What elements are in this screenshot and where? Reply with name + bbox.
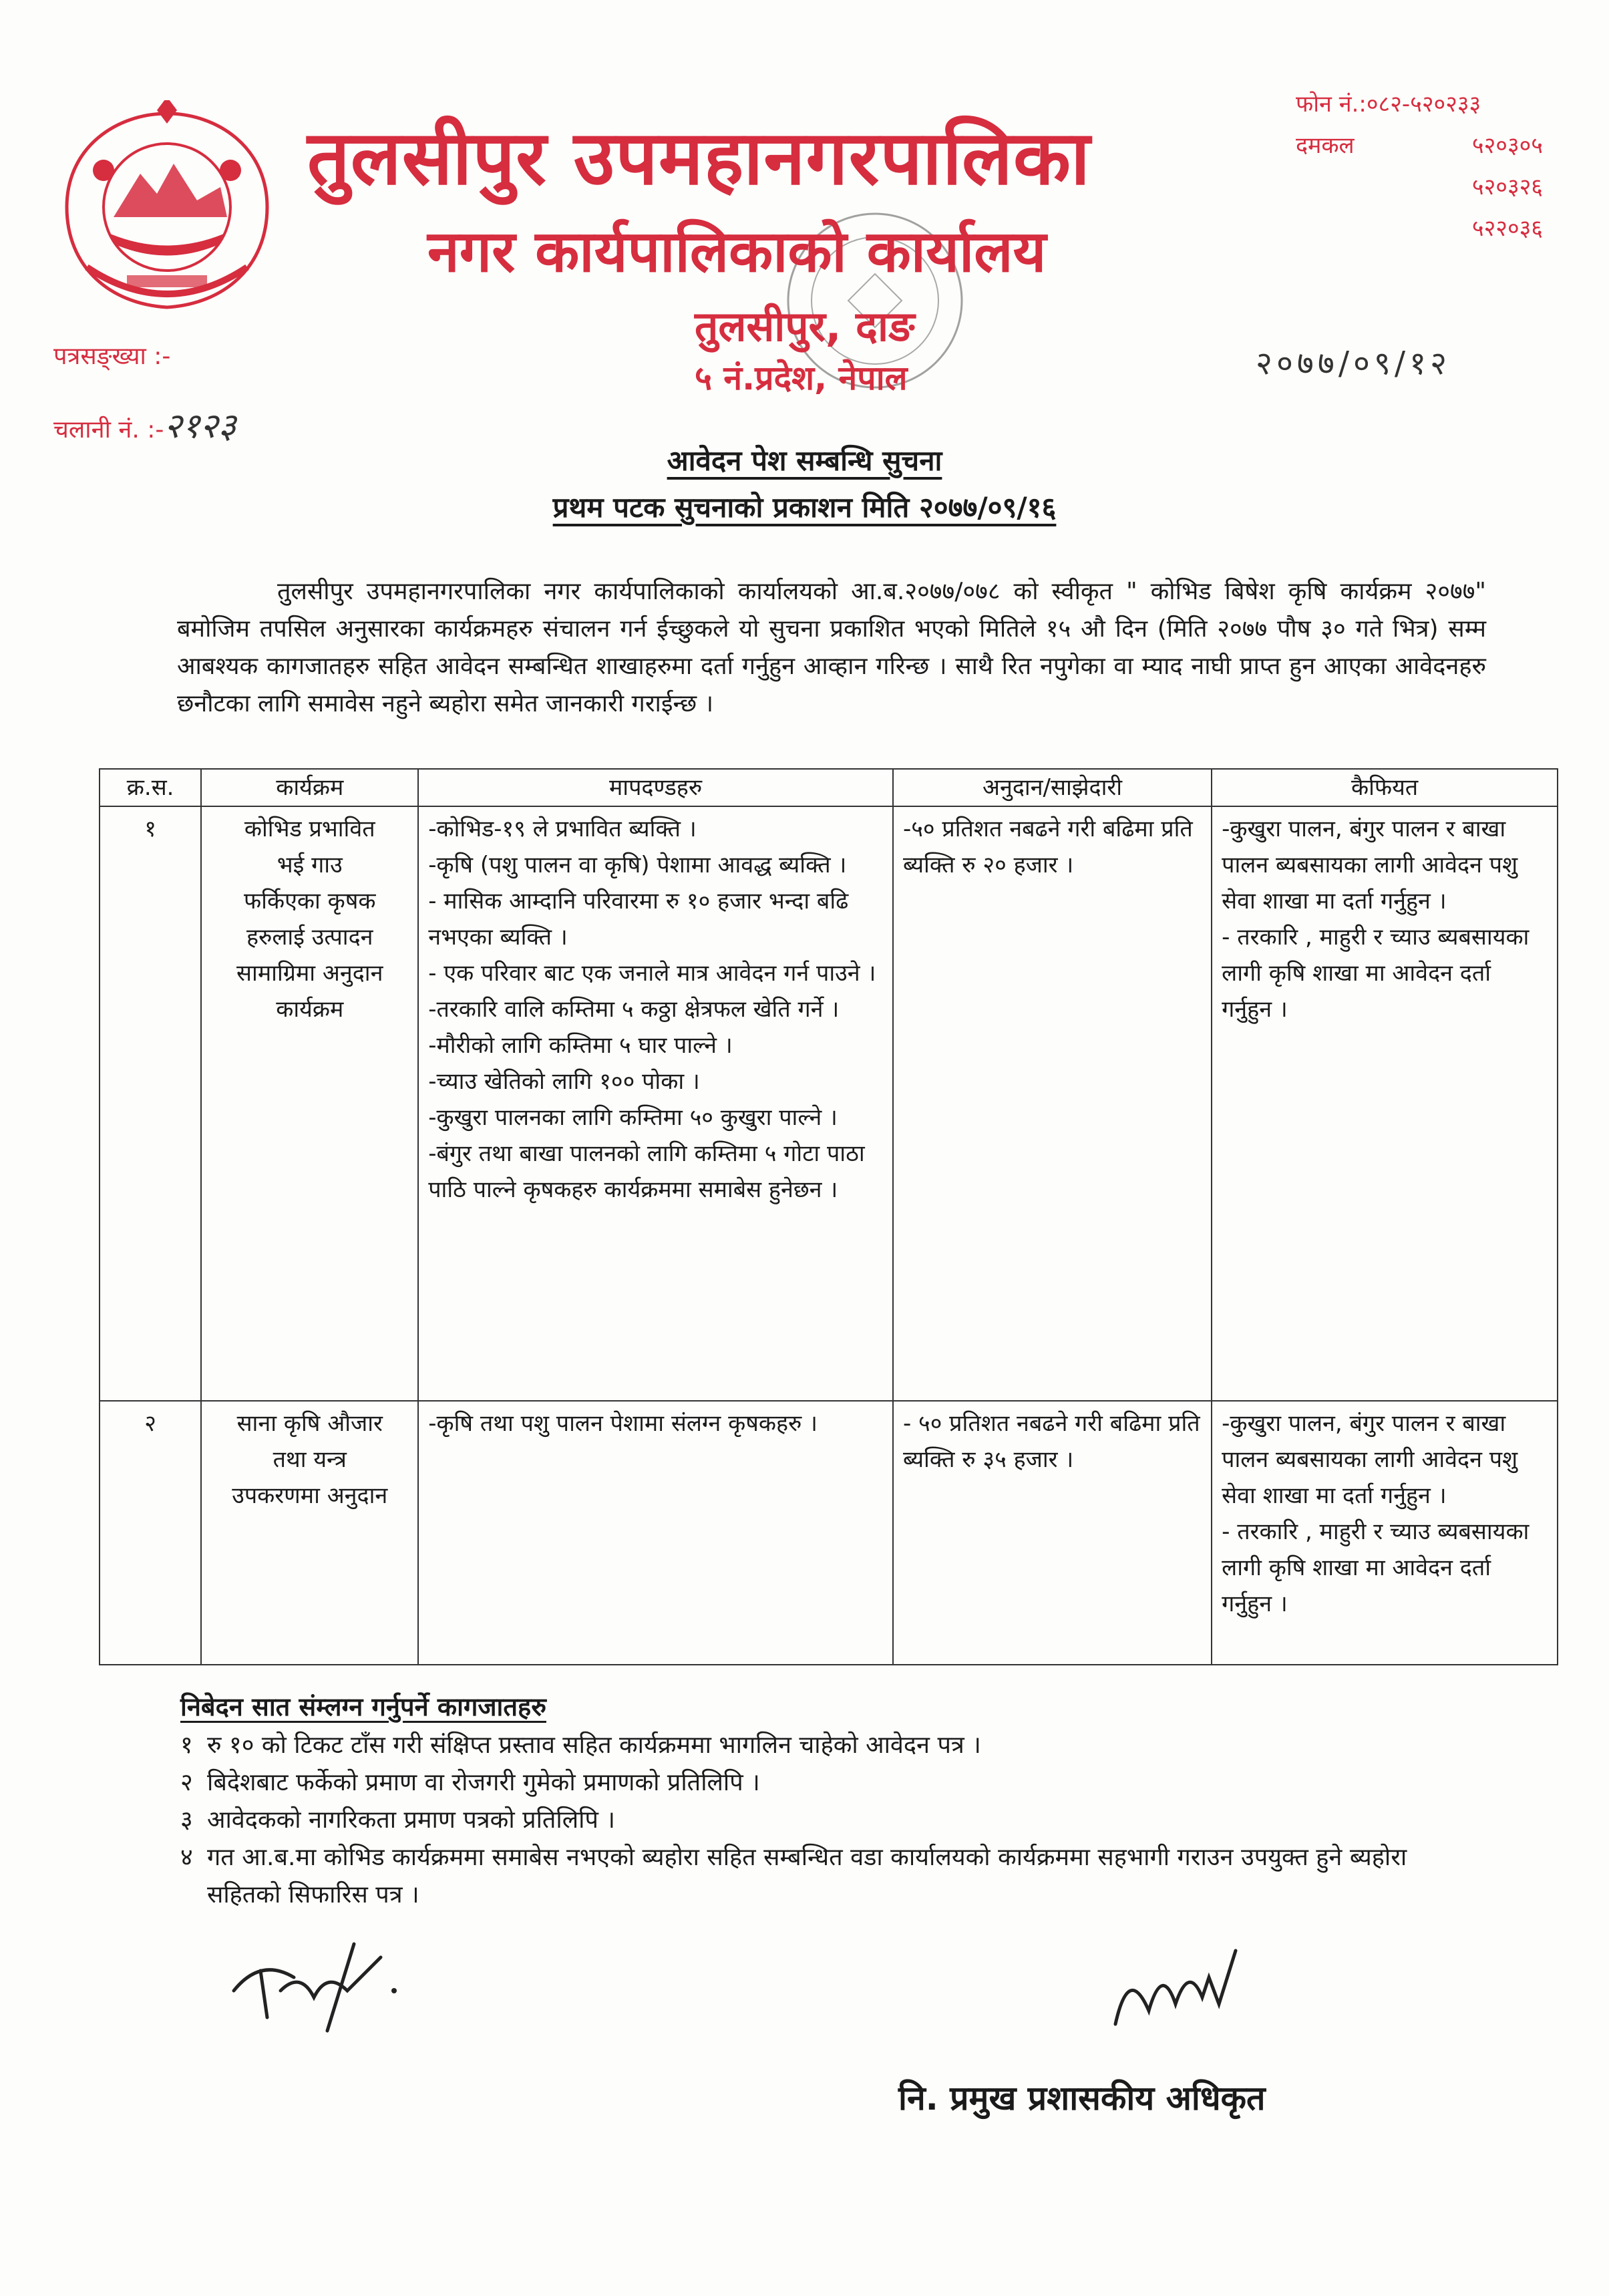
fire-label: दमकल — [1296, 132, 1355, 159]
list-item: १ रु १० को टिकट टाँस गरी संक्षिप्त प्रस्ताव सहित कार्यक्रममा भागलिन चाहेको आवेदन पत्र । — [180, 1732, 981, 1759]
municipal-emblem-icon — [47, 100, 287, 321]
phone-number: ०८२-५२०२३३ — [1366, 91, 1481, 118]
signature-right-icon — [1102, 1937, 1249, 2051]
office-city: तुलसीपुर, दाङ — [695, 302, 915, 351]
column-header: कार्यक्रम — [201, 769, 418, 806]
contact-block — [1296, 84, 1543, 249]
dispatch-number-value: २१२३ — [164, 406, 236, 446]
grant-cell: - ५० प्रतिशत नबढने गरी बढिमा प्रति ब्यक्ति रु ३५ हजार । — [893, 1401, 1212, 1665]
municipality-name: तुलसीपुर उपमहानगरपालिका — [307, 115, 1091, 202]
column-header: क्र.स. — [100, 769, 201, 806]
column-header: मापदण्डहरु — [418, 769, 893, 806]
documents-heading: निबेदन सात संम्लग्न गर्नुपर्ने कागजातहरु — [180, 1692, 546, 1721]
letter-number-label: पत्रसङ्ख्या :- — [53, 343, 171, 370]
table-header-row — [100, 769, 1558, 806]
fire-number: ५२२०३६ — [1471, 215, 1543, 242]
notice-body: तुलसीपुर उपमहानगरपालिका नगर कार्यपालिकाको कार्यालयको आ.ब.२०७७/०७८ को स्वीकृत " कोभिड बिषेश कृषि कार्यक्रम २०७७" बमोजिम तपसिल अनुसारका कार्यक्रमहरु संचालन गर्न ईच्छुकले यो सुचना प्रकाशित भएको मितिले १५ औ दिन (मिति २०७७ पौष ३० गते भित्र) सम्म आबश्यक कागजातहरु सहित आवेदन सम्बन्धित शाखाहरुमा दर्ता गर्नुहुन आव्हान गरिन्छ । साथै रित नपुगेका वा म्याद नाघी प्राप्त हुन आएका आवेदनहरु छनौटका लागि समावेस नहुने ब्यहोरा समेत जानकारी गराईन्छ । — [177, 578, 1486, 717]
list-item: ३ आवेदकको नागरिकता प्रमाण पत्रको प्रतिलिपि । — [180, 1806, 616, 1834]
list-item: ४ गत आ.ब.मा कोभिड कार्यक्रममा समाबेस नभएको ब्यहोरा सहित सम्बन्धित वडा कार्यालयको कार्यक्रममा सहभागी गराउन उपयुक्त हुने ब्यहोरा सहितको सिफारिस पत्र । — [180, 1844, 1407, 1909]
row-number: १ — [100, 806, 201, 1401]
remarks-cell: -कुखुरा पालन, बंगुर पालन र बाखा पालन ब्यबसायका लागी आवेदन पशु सेवा शाखा मा दर्ता गर्नुहुन । - तरकारि , माहुरी र च्याउ ब्यबसायका लागी कृषि शाखा मा आवेदन दर्ता गर्नुहुन । — [1212, 806, 1558, 1401]
remarks-cell: -कुखुरा पालन, बंगुर पालन र बाखा पालन ब्यबसायका लागी आवेदन पशु सेवा शाखा मा दर्ता गर्नुहुन । - तरकारि , माहुरी र च्याउ ब्यबसायका लागी कृषि शाखा मा आवेदन दर्ता गर्नुहुन । — [1212, 1401, 1558, 1665]
officer-title: नि. प्रमुख प्रशासकीय अधिकृत — [898, 2079, 1266, 2118]
table-row — [100, 806, 1558, 1401]
signature-left-icon — [220, 1931, 407, 2037]
criteria-cell: -कोभिड-१९ ले प्रभावित ब्यक्ति । -कृषि (पशु पालन वा कृषि) पेशामा आवद्ध ब्यक्ति । - मासिक आम्दानि परिवारमा रु १० हजार भन्दा बढि नभएका ब्यक्ति । - एक परिवार बाट एक जनाले मात्र आवेदन गर्न पाउने । -तरकारि वालि कम्तिमा ५ कठ्ठा क्षेत्रफल खेति गर्ने । -मौरीको लागि कम्तिमा ५ घार पाल्ने । -च्याउ खेतिको लागि १०० पोका । -कुखुरा पालनका लागि कम्तिमा ५० कुखुरा पाल्ने । -बंगुर तथा बाखा पालनको लागि कम्तिमा ५ गोटा पाठा पाठि पाल्ने कृषकहरु कार्यक्रममा समाबेस हुनेछन । — [418, 806, 893, 1401]
column-header: कैफियत — [1212, 769, 1558, 806]
program-cell: कोभिड प्रभावित भई गाउ फर्किएका कृषक हरुलाई उत्पादन सामाग्रिमा अनुदान कार्यक्रम — [201, 806, 418, 1401]
grant-cell: -५० प्रतिशत नबढने गरी बढिमा प्रति ब्यक्ति रु २० हजार । — [893, 806, 1212, 1401]
program-table — [99, 768, 1558, 1665]
office-name: नगर कार्यपालिकाको कार्यालय — [427, 218, 1047, 285]
documents-list — [180, 1727, 1483, 1914]
criteria-cell: -कृषि तथा पशु पालन पेशामा संलग्न कृषकहरु । — [418, 1401, 893, 1665]
fire-number: ५२०३२६ — [1471, 174, 1543, 200]
program-cell: साना कृषि औजार तथा यन्त्र उपकरणमा अनुदान — [201, 1401, 418, 1665]
list-item: २ बिदेशबाट फर्केको प्रमाण वा रोजगरी गुमेको प्रमाणको प्रतिलिपि । — [180, 1769, 760, 1796]
dispatch-number-label: चलानी नं. :- — [53, 416, 164, 444]
phone-label: फोन नं.: — [1296, 91, 1367, 118]
column-header: अनुदान/साझेदारी — [893, 769, 1212, 806]
letter-date: २०७७/०९/१२ — [1256, 345, 1451, 382]
office-province: ५ नं.प्रदेश, नेपाल — [695, 359, 908, 397]
notice-subtitle: प्रथम पटक सुचनाको प्रकाशन मिति २०७७/०९/१६ — [552, 491, 1057, 524]
notice-title: आवेदन पेश सम्बन्धि सुचना — [667, 444, 942, 477]
fire-number: ५२०३०५ — [1471, 132, 1543, 159]
row-number: २ — [100, 1401, 201, 1665]
table-row — [100, 1401, 1558, 1665]
